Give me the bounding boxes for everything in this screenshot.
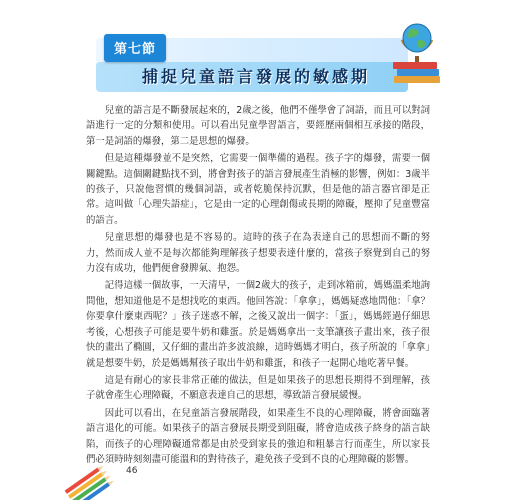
paragraph: 因此可以看出，在兒童語言發展階段，如果產生不良的心理障礙，將會面臨著語言退化的可能。如果孩子的語言發展長期受到阻礙，將會造成孩子終身的語言缺陷，而孩子的心理障礙通常都是由於受到家長的強迫和粗暴言行而產生，所以家長們必須時時刻刻盡可能溫和的對待孩子，避免孩子受到不良的心理障礙的影響。 [86,407,430,465]
paragraph: 兒童思想的爆發也是不容易的。這時的孩子在為表達自己的思想而不斷的努力，然而成人並不是每次都能夠理解孩子想要表達什麼的，當孩子察覺到自己的努力沒有成功，他們便會發脾氣、抱怨。 [86,232,430,275]
paragraph: 兒童的語言是不斷發展起來的，2歲之後，他們不僅學會了詞語，而且可以對詞語進行一定的分類和使用。可以看出兒童學習語言，要經歷兩個相互承接的階段，第一是詞語的爆發，第二是思想的爆發。 [86,105,430,147]
section-title: 捕捉兒童語言發展的敏感期 [142,67,371,86]
paragraph: 這是有耐心的家長非常正確的做法，但是如果孩子的思想長期得不到理解，孩子就會產生心理障礙，不願意表達自己的思想，導致語言發展緩慢。 [86,374,430,402]
paragraph: 但是這種爆發並不是突然，它需要一個準備的過程。孩子字的爆發，需要一個關鍵點。這個關鍵點找不到，將會對孩子的語言發展產生消極的影響，例如：3歲半的孩子，只說他習慣的幾個詞語，或者乾脆保持沉默，但是他的語言器官卻是正常。這叫做「心理失語症」，它是由一定的心理創傷或長期的障礙，壓抑了兒童豐富的語言。 [86,153,430,226]
page-number: 46 [126,466,138,476]
colored-pencils-illustration [60,455,120,500]
article-body [86,103,430,467]
paragraph: 記得這樣一個故事，一天清早，一個2歲大的孩子，走到冰箱前，媽媽溫柔地詢問他，想知道他是不是想找吃的東西。他回答說：「拿拿」，媽媽疑惑地問他：「拿？你要拿什麼東西呢？」孩子迷惑不解，之後又說出一個字：「蛋」，媽媽經過仔細思考後，心想孩子可能是要牛奶和雞蛋。於是媽媽拿出一支筆讓孩子畫出來，孩子很快的畫出了橢圓，又仔細的畫出許多波浪線，這時媽媽才明白，孩子所說的「拿拿」就是想要牛奶，於是媽媽幫孩子取出牛奶和雞蛋，和孩子一起開心地吃著早餐。 [86,280,430,369]
chapter-label: 第七節 [104,34,166,62]
globe-books-illustration [388,18,448,90]
